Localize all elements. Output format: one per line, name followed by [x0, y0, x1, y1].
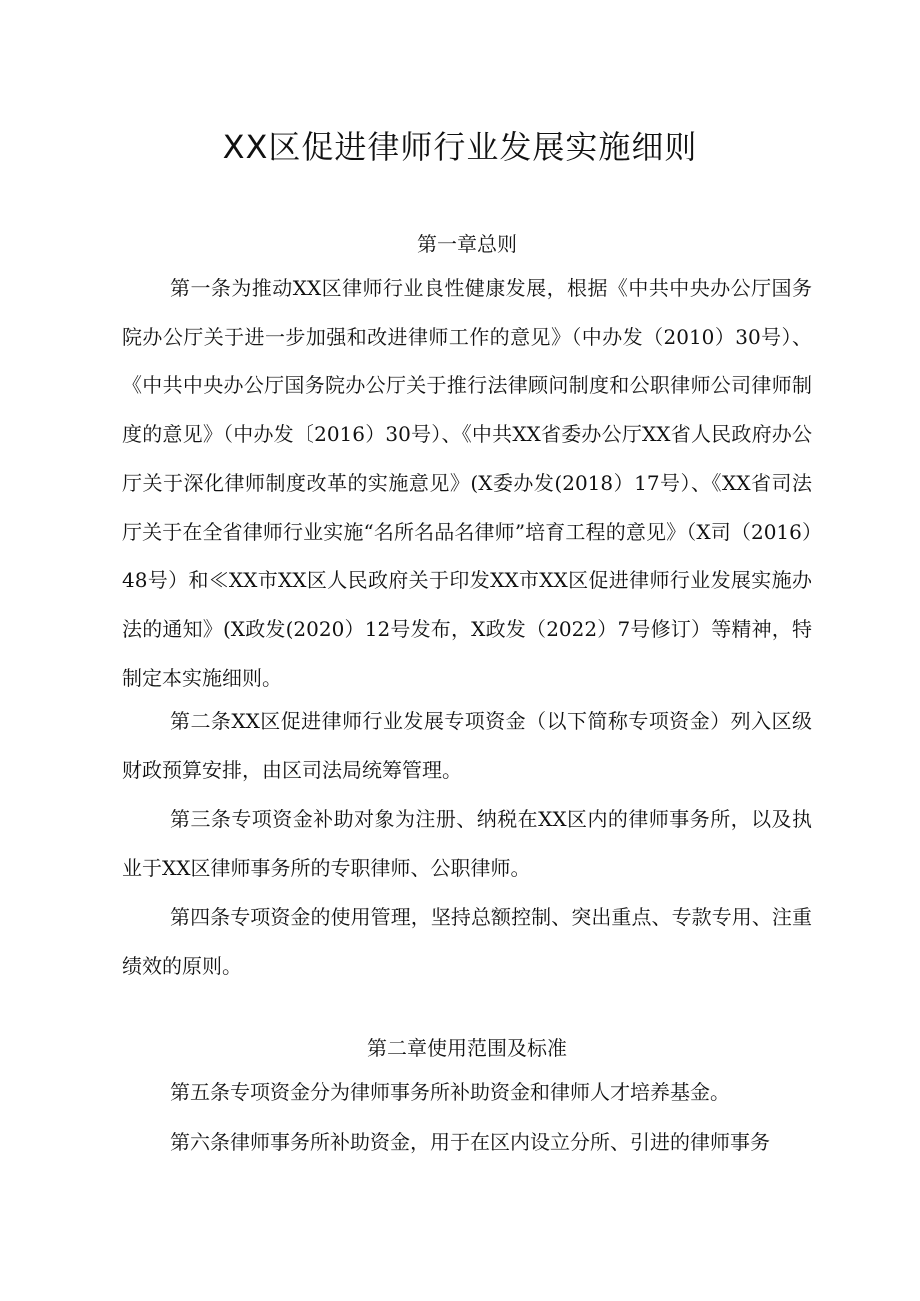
article-6: 第六条律师事务所补助资金，用于在区内设立分所、引进的律师事务 — [170, 1130, 770, 1154]
article-4: 第四条专项资金的使用管理，坚持总额控制、突出重点、专款专用、注重绩效的原则。 — [122, 905, 812, 978]
article-1: 第一条为推动XX区律师行业良性健康发展，根据《中共中央办公厅国务院办公厅关于进一步加强和改进律师工作的意见》（中办发（2010）30号）、《中共中央办公厅国务院办公厅关于推行法律顾问制度和公职律师公司律师制度的意见》（中办发〔2016）30号）、《中共XX省委办公厅XX省人民政府办公厅关于深化律师制度改革的实施意见》(X委办发(2018）17号）、《XX省司法厅关于在全省律师行业实施“名所名品名律师”培育工程的意见》（X司（2016）48号）和≪XX市XX区人民政府关于印发XX市XX区促进律师行业发展实施办法的通知》(X政发(2020）12号发布，X政发（2022）7号修订）等精神，特制定本实施细则。 — [122, 276, 812, 690]
chapter-heading-general: 第一章总则 — [417, 232, 517, 256]
document-title: XX区促进律师行业发展实施细则 — [222, 128, 698, 166]
article-3: 第三条专项资金补助对象为注册、纳税在XX区内的律师事务所，以及执业于XX区律师事务所的专职律师、公职律师。 — [122, 807, 812, 880]
chapter-heading-scope: 第二章使用范围及标准 — [367, 1036, 567, 1060]
article-2: 第二条XX区促进律师行业发展专项资金（以下简称专项资金）列入区级财政预算安排，由区司法局统筹管理。 — [122, 709, 812, 782]
article-5: 第五条专项资金分为律师事务所补助资金和律师人才培养基金。 — [170, 1080, 730, 1104]
